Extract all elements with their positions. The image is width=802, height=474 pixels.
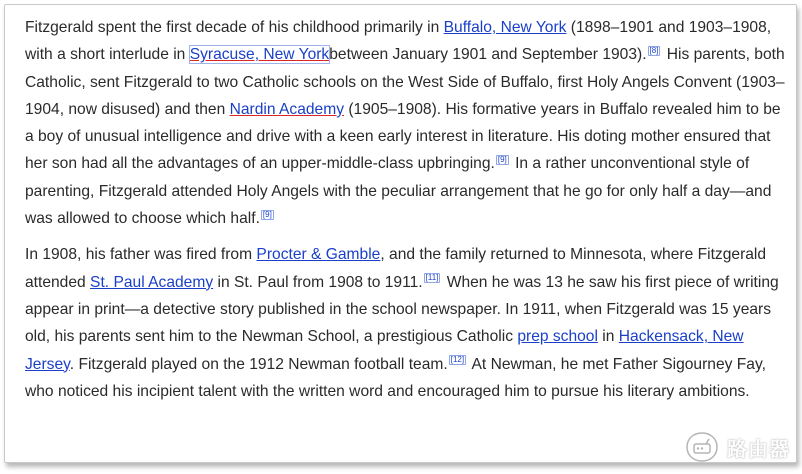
citation-8[interactable]: [8] <box>649 46 659 56</box>
text-run: in St. Paul from 1908 to 1911. <box>213 273 423 291</box>
text-run: In a rather unconventional style of parenting, Fitzgerald attended Holy Angels with the peculiar arrangement that he go for only half a day—and was allowed to choose which half. <box>25 155 772 228</box>
document-frame <box>4 4 797 463</box>
text-run: When he was 13 he saw his first piece of writing appear in print—a detective story published in the school newspaper. In 1911, when Fitzgerald was 15 years old, his parents sent him to the Newman School, a prestigious Catholic <box>25 273 779 346</box>
citation-9-repeat[interactable]: [9] <box>262 209 272 219</box>
text-run: . Fitzgerald played on the 1912 Newman football team. <box>69 355 448 373</box>
router-logo-icon <box>683 430 721 464</box>
paragraph-childhood <box>25 14 785 232</box>
link-buffalo-new-york[interactable]: Buffalo, New York <box>443 19 567 36</box>
text-run: in <box>597 328 619 346</box>
text-run: (1898–1901 and 1903–1908, with a short interlude in <box>25 19 772 64</box>
watermark <box>683 430 790 464</box>
link-procter-and-gamble[interactable]: Procter & Gamble <box>256 246 381 264</box>
text-run: Fitzgerald spent the first decade of his childhood primarily in <box>25 19 444 36</box>
text-run: His parents, both Catholic, sent Fitzgerald to two Catholic schools on the West Side of Buffalo, first Holy Angels Convent (1903–1904, now disused) and then <box>25 46 785 118</box>
citation-9[interactable]: [9] <box>497 155 507 165</box>
link-st-paul-academy[interactable]: St. Paul Academy <box>90 273 214 291</box>
link-syracuse-new-york[interactable]: Syracuse, New York <box>189 46 330 64</box>
link-hackensack-new-jersey[interactable]: Hackensack, New Jersey <box>25 328 744 373</box>
text-run: , and the family returned to Minnesota, where Fitzgerald attended <box>25 246 767 291</box>
paragraph-minnesota <box>25 241 785 405</box>
citation-11[interactable]: [11] <box>425 273 439 283</box>
link-prep-school[interactable]: prep school <box>517 328 598 346</box>
text-run: In 1908, his father was fired from <box>25 246 257 264</box>
text-run: At Newman, he met Father Sigourney Fay, who noticed his incipient talent with the written word and encouraged him to pursue his literary ambitions. <box>25 355 766 400</box>
text-run: (1905–1908). His formative years in Buffalo revealed him to be a boy of unusual intelligence and drive with a keen early interest in literature. His doting mother ensured that her son had all the advantages of an upper-middle-class upbringing. <box>25 100 781 173</box>
citation-12[interactable]: [12] <box>450 355 465 365</box>
text-run: between January 1901 and September 1903). <box>329 46 647 64</box>
link-nardin-academy[interactable]: Nardin Academy <box>229 100 345 118</box>
article-body <box>25 14 785 405</box>
watermark-text: 路由器 <box>727 436 790 461</box>
